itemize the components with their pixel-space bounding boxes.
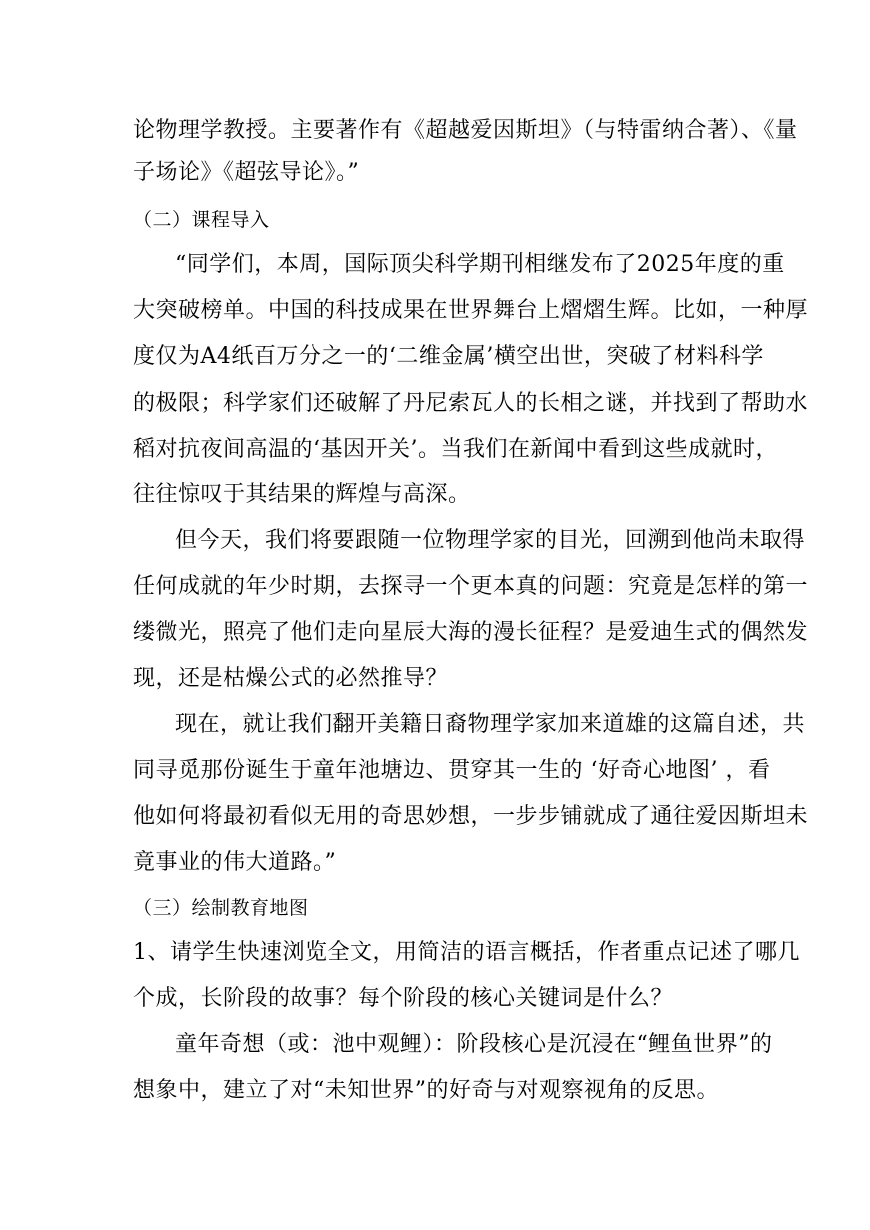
text-line-19: 1、请学生快速浏览全文，用简洁的语言概括，作者重点记述了哪几 bbox=[133, 940, 800, 965]
text-line-5: 大突破榜单。中国的科技成果在世界舞台上熠熠生辉。比如，一种厚 bbox=[133, 298, 809, 323]
text-line-14: 现在，就让我们翻开美籍日裔物理学家加来道雄的这篇自述，共 bbox=[175, 712, 806, 737]
text-line-10: 但今天，我们将要跟随一位物理学家的目光，回溯到他尚未取得 bbox=[175, 528, 806, 553]
text-line-20: 个成，长阶段的故事？每个阶段的核心关键词是什么？ bbox=[133, 986, 674, 1011]
text-line-8: 稻对抗夜间高温的‘基因开关’。当我们在新闻中看到这些成就时， bbox=[133, 437, 778, 462]
text-line-16: 他如何将最初看似无用的奇思妙想，一步步铺就成了通往爱因斯坦未 bbox=[133, 804, 809, 829]
text-line-22: 想象中，建立了对“未知世界”的好奇与对观察视角的反思。 bbox=[133, 1078, 719, 1103]
text-line-7: 的极限；科学家们还破解了丹尼索瓦人的长相之谜，并找到了帮助水 bbox=[133, 391, 809, 416]
text-line-11: 任何成就的年少时期，去探寻一个更本真的问题：究竟是怎样的第一 bbox=[133, 574, 809, 599]
text-line-9: 往往惊叹于其结果的辉煌与高深。 bbox=[133, 482, 471, 507]
text-line-12: 缕微光，照亮了他们走向星辰大海的漫长征程？是爱迪生式的偶然发 bbox=[133, 620, 809, 645]
text-line-2: 子场论》《超弦导论》。” bbox=[133, 160, 360, 185]
text-line-1: 论物理学教授。主要著作有《超越爱因斯坦》（与特雷纳合著）、《量 bbox=[133, 118, 798, 143]
text-line-21: 童年奇想（或：池中观鲤）：阶段核心是沉浸在“鲤鱼世界”的 bbox=[175, 1032, 773, 1057]
section-heading-education-map: （三）绘制教育地图 bbox=[133, 897, 309, 919]
text-line-6: 度仅为A4纸百万分之一的‘二维金属’横空出世，突破了材料科学 bbox=[133, 344, 764, 369]
text-line-17: 竟事业的伟大道路。” bbox=[133, 850, 337, 875]
text-line-13: 现，还是枯燥公式的必然推导？ bbox=[133, 666, 449, 691]
section-heading-course-intro: （二）课程导入 bbox=[133, 209, 270, 231]
text-line-15: 同寻觅那份诞生于童年池塘边、贯穿其一生的 ‘好奇心地图’ ，看 bbox=[133, 758, 771, 783]
text-line-4: “同学们，本周，国际顶尖科学期刊相继发布了2025年度的重 bbox=[175, 252, 785, 277]
